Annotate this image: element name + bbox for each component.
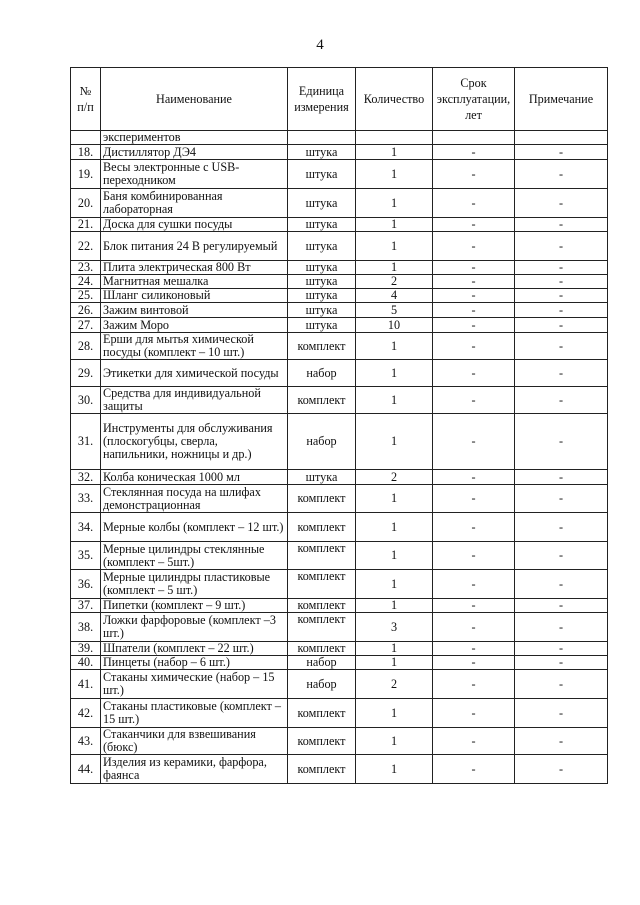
cell-life: - xyxy=(433,145,515,160)
cell-note: - xyxy=(515,699,608,728)
cell-unit: комплект xyxy=(288,333,356,360)
cell-name: Магнитная мешалка xyxy=(101,275,288,289)
cell-qty: 1 xyxy=(356,542,433,570)
cell-note: - xyxy=(515,728,608,755)
cell-life: - xyxy=(433,261,515,275)
cell-qty: 2 xyxy=(356,275,433,289)
cell-num: 21. xyxy=(71,218,101,232)
cell-name: Стаканчики для взвешивания (бюкс) xyxy=(101,728,288,755)
cell-life: - xyxy=(433,613,515,642)
cell-note: - xyxy=(515,145,608,160)
cell-unit: комплект xyxy=(288,570,356,599)
table-row xyxy=(71,218,608,232)
cell-unit: комплект xyxy=(288,613,356,642)
cell-note: - xyxy=(515,414,608,470)
cell-num: 30. xyxy=(71,387,101,414)
cell-qty: 1 xyxy=(356,160,433,189)
cell-life: - xyxy=(433,470,515,485)
cell-life: - xyxy=(433,513,515,542)
cell-life xyxy=(433,131,515,145)
cell-unit: комплект xyxy=(288,699,356,728)
cell-num: 40. xyxy=(71,656,101,670)
cell-num: 32. xyxy=(71,470,101,485)
cell-unit: штука xyxy=(288,470,356,485)
cell-qty: 2 xyxy=(356,670,433,699)
cell-name: Дистиллятор ДЭ4 xyxy=(101,145,288,160)
cell-num xyxy=(71,131,101,145)
table-row xyxy=(71,360,608,387)
table-row xyxy=(71,145,608,160)
cell-unit: штука xyxy=(288,232,356,261)
cell-name: Блок питания 24 В регулируемый xyxy=(101,232,288,261)
cell-name: Баня комбинированная лабораторная xyxy=(101,189,288,218)
cell-unit: комплект xyxy=(288,513,356,542)
cell-life: - xyxy=(433,485,515,513)
cell-note: - xyxy=(515,360,608,387)
cell-num: 34. xyxy=(71,513,101,542)
cell-num: 44. xyxy=(71,755,101,784)
cell-qty: 1 xyxy=(356,755,433,784)
cell-unit: штука xyxy=(288,318,356,333)
equipment-table xyxy=(70,67,608,784)
cell-qty: 1 xyxy=(356,333,433,360)
cell-num: 23. xyxy=(71,261,101,275)
cell-note: - xyxy=(515,318,608,333)
cell-qty: 1 xyxy=(356,485,433,513)
cell-note: - xyxy=(515,513,608,542)
cell-unit: набор xyxy=(288,360,356,387)
table-row xyxy=(71,189,608,218)
cell-name: Весы электронные с USB-переходником xyxy=(101,160,288,189)
cell-unit: штука xyxy=(288,218,356,232)
cell-unit: комплект xyxy=(288,728,356,755)
cell-life: - xyxy=(433,642,515,656)
table-row xyxy=(71,613,608,642)
cell-unit: комплект xyxy=(288,387,356,414)
cell-life: - xyxy=(433,755,515,784)
cell-life: - xyxy=(433,699,515,728)
cell-life: - xyxy=(433,656,515,670)
cell-unit: штука xyxy=(288,261,356,275)
cell-unit: штука xyxy=(288,145,356,160)
cell-life: - xyxy=(433,189,515,218)
cell-note: - xyxy=(515,642,608,656)
cell-qty: 5 xyxy=(356,303,433,318)
cell-name: Пипетки (комплект – 9 шт.) xyxy=(101,599,288,613)
cell-life: - xyxy=(433,728,515,755)
cell-qty: 1 xyxy=(356,218,433,232)
cell-qty: 1 xyxy=(356,387,433,414)
cell-life: - xyxy=(433,218,515,232)
cell-life: - xyxy=(433,599,515,613)
cell-qty: 3 xyxy=(356,613,433,642)
cell-note: - xyxy=(515,485,608,513)
cell-name: Изделия из керамики, фарфора, фаянса xyxy=(101,755,288,784)
cell-note: - xyxy=(515,261,608,275)
cell-qty: 1 xyxy=(356,261,433,275)
table-row xyxy=(71,699,608,728)
cell-qty: 1 xyxy=(356,570,433,599)
table-row xyxy=(71,261,608,275)
table-row xyxy=(71,303,608,318)
cell-note: - xyxy=(515,333,608,360)
cell-note: - xyxy=(515,656,608,670)
cell-name: Пинцеты (набор – 6 шт.) xyxy=(101,656,288,670)
cell-qty: 1 xyxy=(356,414,433,470)
cell-unit: штука xyxy=(288,275,356,289)
cell-name: Зажим Моро xyxy=(101,318,288,333)
cell-num: 18. xyxy=(71,145,101,160)
table-row xyxy=(71,656,608,670)
cell-unit: штука xyxy=(288,303,356,318)
cell-name: Колба коническая 1000 мл xyxy=(101,470,288,485)
cell-name: Шланг силиконовый xyxy=(101,289,288,303)
cell-life: - xyxy=(433,275,515,289)
cell-qty: 1 xyxy=(356,513,433,542)
cell-unit: комплект xyxy=(288,755,356,784)
table-row xyxy=(71,275,608,289)
cell-name: Ложки фарфоровые (комплект –3 шт.) xyxy=(101,613,288,642)
cell-unit: штука xyxy=(288,289,356,303)
cell-qty xyxy=(356,131,433,145)
cell-num: 38. xyxy=(71,613,101,642)
cell-note: - xyxy=(515,470,608,485)
cell-note xyxy=(515,131,608,145)
cell-note: - xyxy=(515,275,608,289)
cell-qty: 4 xyxy=(356,289,433,303)
cell-name: Ерши для мытья химической посуды (комплект – 10 шт.) xyxy=(101,333,288,360)
cell-life: - xyxy=(433,318,515,333)
table-row xyxy=(71,542,608,570)
cell-life: - xyxy=(433,232,515,261)
cell-num: 19. xyxy=(71,160,101,189)
cell-num: 22. xyxy=(71,232,101,261)
cell-unit: штука xyxy=(288,160,356,189)
table-row xyxy=(71,728,608,755)
table-row xyxy=(71,333,608,360)
cell-qty: 1 xyxy=(356,728,433,755)
cell-num: 41. xyxy=(71,670,101,699)
cell-qty: 1 xyxy=(356,189,433,218)
header-unit: Единица измерения xyxy=(288,68,356,131)
cell-name: Мерные цилиндры пластиковые (комплект – 5 шт.) xyxy=(101,570,288,599)
cell-num: 42. xyxy=(71,699,101,728)
cell-note: - xyxy=(515,613,608,642)
cell-note: - xyxy=(515,570,608,599)
cell-name: Стаканы химические (набор – 15 шт.) xyxy=(101,670,288,699)
cell-unit: штука xyxy=(288,189,356,218)
cell-qty: 1 xyxy=(356,642,433,656)
cell-unit: комплект xyxy=(288,642,356,656)
cell-name: Этикетки для химической посуды xyxy=(101,360,288,387)
table-row xyxy=(71,670,608,699)
cell-unit: комплект xyxy=(288,542,356,570)
cell-note: - xyxy=(515,218,608,232)
cell-num: 24. xyxy=(71,275,101,289)
table-row xyxy=(71,160,608,189)
table-row xyxy=(71,414,608,470)
cell-note: - xyxy=(515,599,608,613)
table-row xyxy=(71,318,608,333)
cell-name: Шпатели (комплект – 22 шт.) xyxy=(101,642,288,656)
cell-unit: набор xyxy=(288,670,356,699)
cell-num: 37. xyxy=(71,599,101,613)
cell-unit: набор xyxy=(288,656,356,670)
cell-num: 36. xyxy=(71,570,101,599)
cell-name: Инструменты для обслуживания (плоскогубцы, сверла, напильники, ножницы и др.) xyxy=(101,414,288,470)
cell-name: Доска для сушки посуды xyxy=(101,218,288,232)
cell-qty: 1 xyxy=(356,599,433,613)
cell-note: - xyxy=(515,542,608,570)
cell-unit: комплект xyxy=(288,485,356,513)
cell-life: - xyxy=(433,670,515,699)
table-row xyxy=(71,642,608,656)
header-life: Срок эксплуатации, лет xyxy=(433,68,515,131)
cell-num: 33. xyxy=(71,485,101,513)
cell-note: - xyxy=(515,755,608,784)
cell-note: - xyxy=(515,232,608,261)
table-row xyxy=(71,599,608,613)
cell-name: Мерные цилиндры стеклянные (комплект – 5шт.) xyxy=(101,542,288,570)
header-qty: Количество xyxy=(356,68,433,131)
cell-name: экспериментов xyxy=(101,131,288,145)
cell-note: - xyxy=(515,670,608,699)
cell-num: 43. xyxy=(71,728,101,755)
cell-life: - xyxy=(433,333,515,360)
table-row xyxy=(71,470,608,485)
header-name: Наименование xyxy=(101,68,288,131)
table-row xyxy=(71,755,608,784)
cell-name: Средства для индивидуальной защиты xyxy=(101,387,288,414)
cell-num: 31. xyxy=(71,414,101,470)
cell-unit: комплект xyxy=(288,599,356,613)
cell-note: - xyxy=(515,387,608,414)
cell-name: Стаканы пластиковые (комплект – 15 шт.) xyxy=(101,699,288,728)
table-row xyxy=(71,131,608,145)
cell-qty: 1 xyxy=(356,656,433,670)
cell-name: Мерные колбы (комплект – 12 шт.) xyxy=(101,513,288,542)
page-number: 4 xyxy=(316,37,324,53)
cell-qty: 1 xyxy=(356,360,433,387)
table-body xyxy=(71,131,608,784)
cell-note: - xyxy=(515,189,608,218)
cell-life: - xyxy=(433,542,515,570)
header-num: № п/п xyxy=(71,68,101,131)
cell-num: 26. xyxy=(71,303,101,318)
table-row xyxy=(71,232,608,261)
cell-life: - xyxy=(433,289,515,303)
cell-qty: 2 xyxy=(356,470,433,485)
cell-num: 39. xyxy=(71,642,101,656)
cell-life: - xyxy=(433,414,515,470)
cell-life: - xyxy=(433,303,515,318)
cell-name: Плита электрическая 800 Вт xyxy=(101,261,288,275)
cell-num: 27. xyxy=(71,318,101,333)
table-header-row xyxy=(71,68,608,131)
cell-qty: 10 xyxy=(356,318,433,333)
cell-name: Зажим винтовой xyxy=(101,303,288,318)
table-row xyxy=(71,387,608,414)
cell-life: - xyxy=(433,360,515,387)
cell-unit xyxy=(288,131,356,145)
cell-life: - xyxy=(433,160,515,189)
cell-note: - xyxy=(515,160,608,189)
cell-num: 29. xyxy=(71,360,101,387)
cell-unit: набор xyxy=(288,414,356,470)
table-row xyxy=(71,513,608,542)
cell-num: 28. xyxy=(71,333,101,360)
cell-qty: 1 xyxy=(356,232,433,261)
cell-life: - xyxy=(433,387,515,414)
cell-num: 35. xyxy=(71,542,101,570)
table-row xyxy=(71,570,608,599)
table-row xyxy=(71,289,608,303)
cell-num: 20. xyxy=(71,189,101,218)
cell-note: - xyxy=(515,289,608,303)
cell-life: - xyxy=(433,570,515,599)
cell-qty: 1 xyxy=(356,699,433,728)
header-note: Примечание xyxy=(515,68,608,131)
cell-name: Стеклянная посуда на шлифах демонстрационная xyxy=(101,485,288,513)
table-row xyxy=(71,485,608,513)
cell-qty: 1 xyxy=(356,145,433,160)
cell-num: 25. xyxy=(71,289,101,303)
cell-note: - xyxy=(515,303,608,318)
